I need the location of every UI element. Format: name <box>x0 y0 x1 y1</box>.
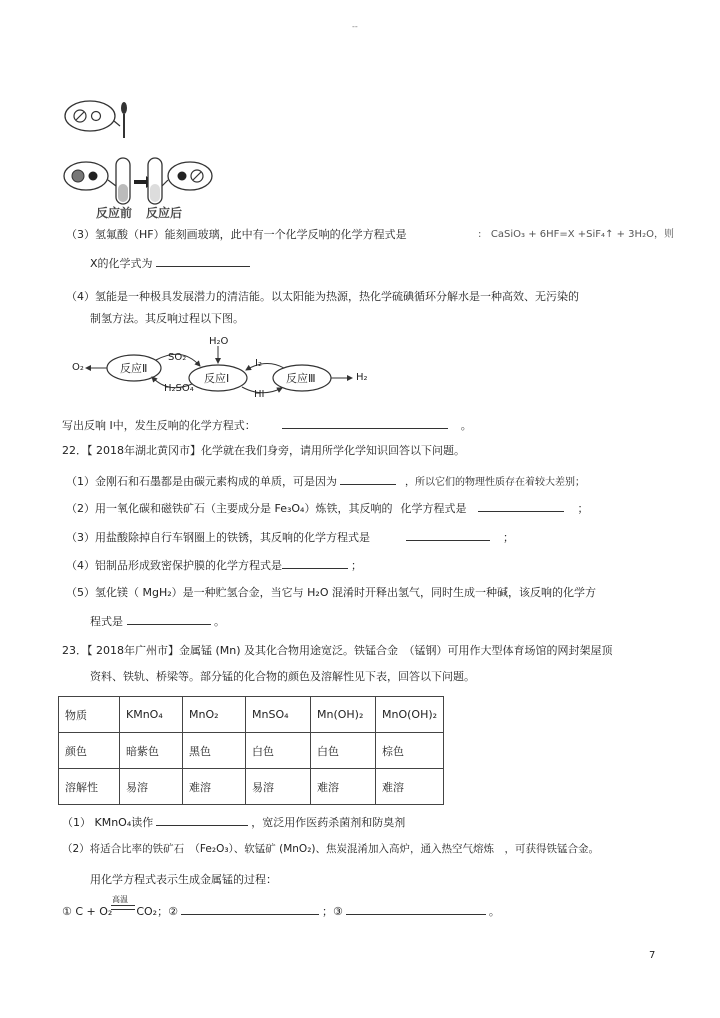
q21-4-answer-end: 。 <box>460 419 472 432</box>
diagram-hi: HI <box>254 389 265 400</box>
q22-part4-a: （4）铝制品形成致密保护膜的化学方程式是 <box>66 559 282 572</box>
answer-blank[interactable] <box>127 614 211 625</box>
q23-equations <box>62 904 500 918</box>
eq3-end: 。 <box>488 905 500 918</box>
answer-blank[interactable] <box>282 558 348 569</box>
q22-part2-c: ； <box>577 502 589 515</box>
diagram-h2: H₂ <box>356 372 368 383</box>
table-cell: MnO₂ <box>183 697 246 733</box>
q22-part3-a: （3）用盐酸除掉自行车钢圈上的铁锈，其反响的化学方程式是 <box>66 531 370 544</box>
table-cell: 易溶 <box>246 769 311 805</box>
table-cell: Mn(OH)₂ <box>311 697 376 733</box>
q23-part1-a: （1） KMnO₄读作 <box>62 816 154 829</box>
diagram-so2: SO₂ <box>168 352 187 363</box>
table-cell: 溶解性 <box>59 769 120 805</box>
table-row <box>59 733 444 769</box>
table-cell: 易溶 <box>120 769 183 805</box>
q21-3-line2-text: X的化学式为 <box>90 257 153 270</box>
label-after: 反应后 <box>146 206 183 220</box>
reaction-tube-figure <box>62 96 222 221</box>
answer-blank[interactable] <box>406 530 490 541</box>
q22-part1 <box>66 474 585 489</box>
table-cell: 难溶 <box>311 769 376 805</box>
table-cell: KMnO₄ <box>120 697 183 733</box>
eq2-end: ；③ <box>321 905 343 918</box>
answer-blank[interactable] <box>282 418 448 429</box>
q22-part3-b: ； <box>503 531 514 544</box>
table-cell: 黑色 <box>183 733 246 769</box>
q21-3-equation-text: CaSiO₃ + 6HF=X +SiF₄↑ + 3H₂O，则 <box>490 229 674 240</box>
header-mark: -- <box>352 22 358 31</box>
q23-part2: （2）将适合比率的铁矿石 （Fe₂O₃）、软锰矿 (MnO₂)、焦炭混淆加入高炉，通入热空气熔炼 ，可获得铁锰合金。 <box>62 843 600 855</box>
table-cell: 白色 <box>311 733 376 769</box>
table-row <box>59 769 444 805</box>
q22-part2-a: （2）用一氧化碳和磁铁矿石（主要成分是 Fe₃O₄）炼铁，其反响的 <box>66 502 393 515</box>
table-cell: 暗紫色 <box>120 733 183 769</box>
table-row <box>59 697 444 733</box>
diagram-h2so4: H₂SO₄ <box>164 383 194 394</box>
q22-part5-b: 程式是 <box>90 615 123 628</box>
table-cell: 白色 <box>246 733 311 769</box>
page-number: 7 <box>649 950 656 961</box>
q22-part1-a: （1）金刚石和石墨都是由碳元素构成的单质，可是因为 <box>66 475 337 488</box>
diagram-reaction3: 反应Ⅲ <box>286 372 316 385</box>
table-cell: 物质 <box>59 697 120 733</box>
diagram-h2o: H₂O <box>209 336 229 347</box>
diagram-reaction1: 反应Ⅰ <box>204 372 230 385</box>
q22-part3 <box>66 530 514 544</box>
table-cell: 难溶 <box>183 769 246 805</box>
answer-blank[interactable] <box>156 256 250 267</box>
q22-part5-c: 。 <box>214 615 225 628</box>
q21-3-equation: : CaSiO₃ + 6HF=X +SiF₄↑ + 3H₂O，则 <box>478 229 674 240</box>
q22-title: 22．【 2018年湖北黄冈市】化学就在我们身旁，请用所学化学知识回答以下问题。 <box>62 444 465 457</box>
q22-part1-b: ，所以它们的物理性质存在着较大差别； <box>405 477 585 488</box>
table-cell: MnO(OH)₂ <box>376 697 444 733</box>
label-before: 反应前 <box>96 206 133 220</box>
q22-part2 <box>66 501 588 515</box>
q22-part2-b: 化学方程式是 <box>400 502 467 515</box>
q21-4-answer-line <box>62 418 472 432</box>
q21-4-line2: 制氢方法。其反响过程以下图。 <box>90 312 244 325</box>
diagram-o2: O₂ <box>72 362 84 373</box>
q23-part1-b: ，宽泛用作医药杀菌剂和防臭剂 <box>251 816 406 829</box>
q21-3-line1: （3）氢氟酸（HF）能刻画玻璃，此中有一个化学反响的化学方程式是 <box>66 228 407 241</box>
table-cell: MnSO₄ <box>246 697 311 733</box>
answer-blank[interactable] <box>156 815 248 826</box>
q22-part4 <box>66 558 362 572</box>
diagram-i2: I₂ <box>255 358 262 369</box>
diagram-reaction2: 反应Ⅱ <box>120 362 148 375</box>
q21-4-answer-prompt: 写出反响 Ⅰ中，发生反响的化学方程式： <box>62 419 256 432</box>
q21-3-line2 <box>90 256 253 270</box>
q23-part3: 用化学方程式表示生成金属锰的过程： <box>90 873 277 886</box>
table-cell: 颜色 <box>59 733 120 769</box>
q23-line2: 资料、铁轨、桥梁等。部分锰的化合物的颜色及溶解性见下表，回答以下问题。 <box>90 670 475 683</box>
q22-part4-b: ； <box>351 559 362 572</box>
q23-title: 23．【 2018年广州市】金属锰 (Mn) 及其化合物用途宽泛。铁锰合金 （锰钢）可用作大型体育场馆的网封架屋顶 <box>62 644 613 657</box>
q22-part5-line1: （5）氢化镁（ MgH₂）是一种贮氢合金，当它与 H₂O 混淆时开释出氢气，同时生成一种碱，该反响的化学方 <box>66 586 596 599</box>
eq1-a: ① C + O₂ <box>62 905 113 918</box>
eq-condition: 高温 <box>112 895 128 904</box>
q23-part1 <box>62 815 405 829</box>
manganese-compounds-table <box>58 696 444 805</box>
answer-blank[interactable] <box>181 904 319 915</box>
answer-blank[interactable] <box>478 501 564 512</box>
table-cell: 难溶 <box>376 769 444 805</box>
answer-blank[interactable] <box>340 474 396 485</box>
answer-blank[interactable] <box>346 904 486 915</box>
eq1-b: CO₂；② <box>136 905 178 918</box>
q21-4-line1: （4）氢能是一种极具发展潜力的清洁能。以太阳能为热源，热化学硫碘循环分解水是一种高效、无污染的 <box>66 290 579 303</box>
q22-part5-line2 <box>90 614 225 628</box>
table-cell: 棕色 <box>376 733 444 769</box>
